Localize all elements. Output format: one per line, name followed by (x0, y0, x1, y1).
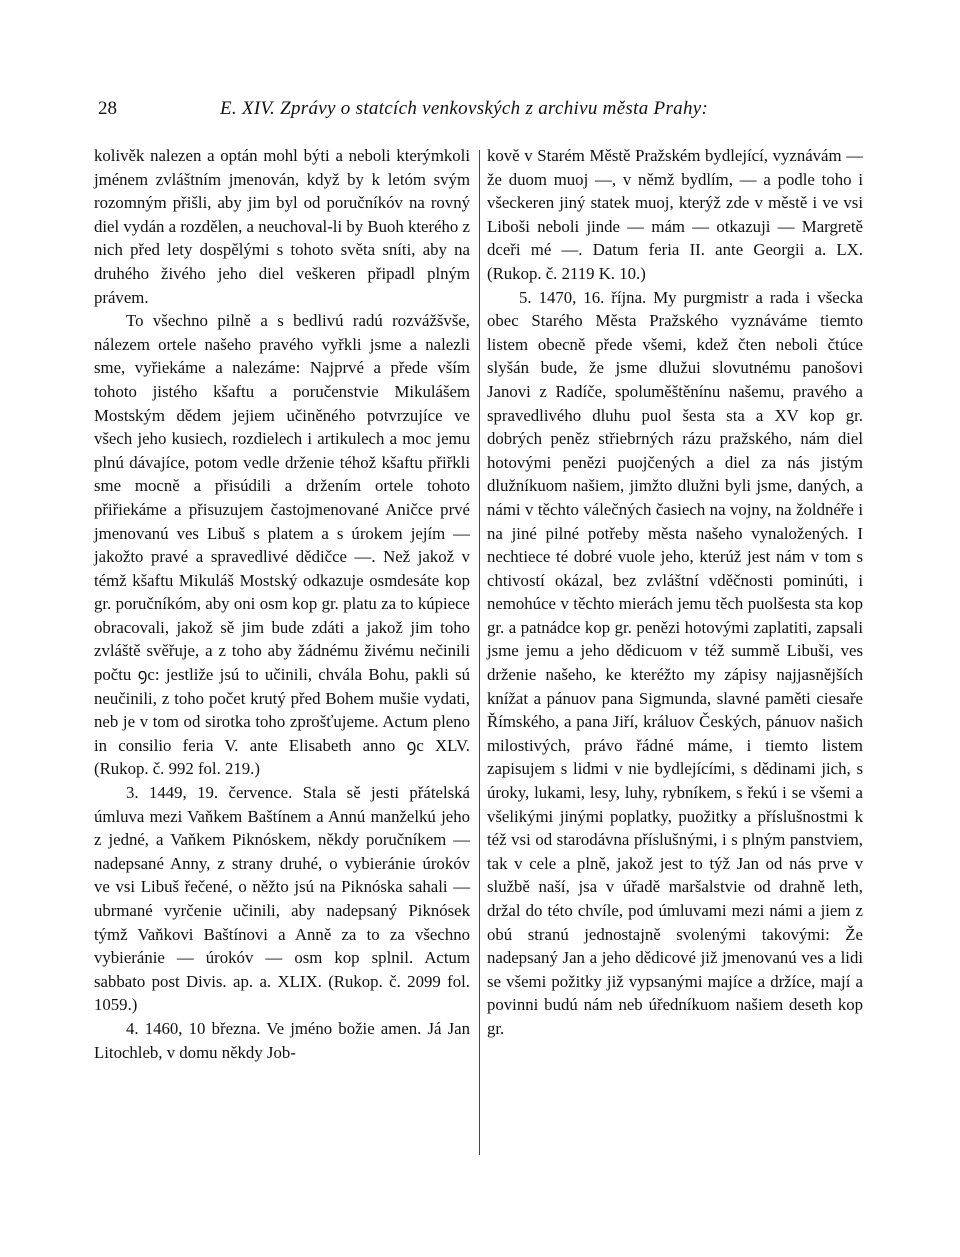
paragraph: 5. 1470, 16. října. My purgmistr a rada i všecka obec Starého Města Pražského vyznáváme tiemto listem obecně přede všemi, kdež čten neboli čtúce slyšán bude, že jsme dlužui slovutnému panošovi Janovi z Radíče, spoluměštěnínu našemu, pravého a spravedlivého dluhu puol šesta sta a XV kop gr. dobrých peněz střiebrných rázu pražského, nám diel hotovými penězi puojčených a diel za nás jistým dlužníkuom našiem, jimžto dlužni byli jsme, daných, a námi v těchto válečných časiech na vojny, na žoldnéře i na jiné pilné potřeby města našeho vynaložených. I nechtiece té dobré vuole jeho, kterúž jest nám v tom s chtivostí okázal, bez zvláštní vděčnosti pominúti, i nemohúce v těchto mierách jemu těch puolšesta sta kop gr. a patnádce kop gr. penězi hotovými zaplatiti, zapsali jsme jemu a jeho dědicuom v též summě Libuši, ves drženie našeho, ke kteréžto my zápisy najjasnějších knížat a pánuov pana Sigmunda, slavné paměti ciesaře Římského, a pana Jiří, králuov Českých, pánuov našich milostivých, právo řádné máme, i tiemto listem zapisujem s lidmi v nie bydlejícími, s dědinami jich, s úroky, lukami, lesy, luhy, rybníkem, s řekú i se všemi a všelikými jinými poplatky, puožitky a příslušnostmi k též vsi od starodávna příslušnými, i s plným panstviem, tak v cele a plně, jakož jest to týž Jan od nás prve v službě naší, jsa v úřadě maršalstvie od drahně leth, držal do této chvíle, pod úmluvami mezi námi a jiem z obú stranú jednostajně svolenými takovými: Že nadepsaný Jan a jeho dědicové již jmenovanú ves a lidi se všemi požitky již vypsanými majíce a držíce, mají a povinni budú nám neb úředníkuom našiem deseth kop gr. (487, 287, 863, 1038)
paragraph: To všechno pilně a s bedlivú radú rozvážšvše, nálezem ortele našeho pravého vyřkli jsme a nalezli sme, vyřiekáme a nalezáme: Najprvé a přede vším tohoto jistého kšaftu a poručenstvie Mikulášem Mostským dědem jejiem učiněného potvrzujíce ve všech jeho kusiech, rozdielech i artikulech a moc jemu plnú dávajíce, potom vedle drženie téhož kšaftu přiřkli sme mocně a přisúdili a držením ortele tohoto přiřiekáme a přisuzujem častojmenované Aničce prvé jmenovanú ves Libuš s platem a s úrokem jejím — jakožto pravé a spravedlivé dědičce —. Než jakož v témž kšaftu Mikuláš Mostský odkazuje osmdesáte kop gr. poručníkóm, aby oni osm kop gr. platu za to kúpiece obracovali, jakož sě jim bude zdáti a jakož jim toho zvláště svěřuje, a z toho aby žádnému živému nečinili počtu ꝯc: jestliže jsú to učinili, chvála Bohu, pakli sú neučinili, z toho počet krutý před Bohem mušie vydati, neb je v tom od sirotka toho zprošťujeme. Actum pleno in consilio feria V. ante Elisabeth anno ꝯc XLV. (Rukop. č. 992 fol. 219.) (94, 311, 470, 779)
running-title: E. XIV. Zprávy o statcích venkovských z archivu města Prahy: (220, 98, 709, 119)
paragraph: kově v Starém Městě Pražském bydlející, vyznávám — že duom muoj —, v němž bydlím, — a podle toho i všeckeren jiný statek muoj, kterýž zde v městě i ve vsi Liboši neboli jinde — mám — otkazuji — Margretě dceři mé —. Datum feria II. ante Georgii a. LX. (Rukop. č. 2119 K. 10.) (487, 146, 863, 283)
paragraph: kolivěk nalezen a optán mohl býti a neboli kterýmkoli jménem zvláštním jmenován, když by k letóm svým rozomným přišli, aby jim byl od poručníkóv na rovný diel vydán a rozdělen, a neuchoval-li by Buoh kterého z nich před lety dospělými s tohoto světa sníti, aby na druhého živého jeho diel veškeren připadl plným právem. (94, 146, 470, 307)
paragraph: 4. 1460, 10 března. Ve jméno božie amen. Já Jan Litochleb, v domu někdy Job- (94, 1018, 470, 1062)
column-divider (479, 150, 480, 1155)
page-number: 28 (98, 98, 117, 119)
left-column (94, 144, 470, 1064)
page-header (98, 98, 868, 128)
right-column (487, 144, 863, 1041)
paragraph: 3. 1449, 19. července. Stala sě jesti přátelská úmluva mezi Vaňkem Baštínem a Annú manželkú jeho z jedné, a Vaňkem Piknóskem, někdy poručníkem — nadepsané Anny, z strany druhé, o vybieránie úrokóv ve vsi Libuš řečené, o něžto jsú na Piknóska sahali — ubrmané vyrčenie učinili, aby nadepsaný Piknósek týmž Vaňkovi Baštínovi a Anně za to za všechno vybieránie — úrokóv — osm kop splnil. Actum sabbato post Divis. ap. a. XLIX. (Rukop. č. 2099 fol. 1059.) (94, 783, 470, 1015)
